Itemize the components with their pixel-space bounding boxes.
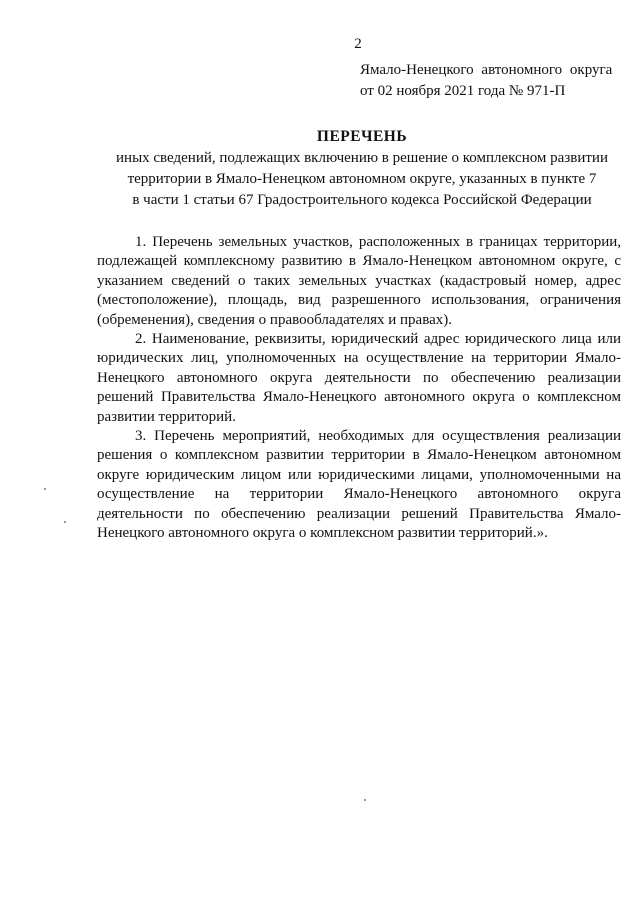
paragraph-2: 2. Наименование, реквизиты, юридический адрес юридического лица или юридических лиц, уполномоченных на осуществление на территории Ямало-Ненецкого автономного округа деятельности по обеспечению реализации решений Правительства Ямало-Ненецкого автономного округа о комплексном развитии территорий. (97, 331, 621, 425)
page-number: 2 (354, 36, 362, 52)
paragraph-3: 3. Перечень мероприятий, необходимых для осуществления реализации решения о комплексном развитии территории в Ямало-Ненецком автономном округе юридическим лицом или юридическими лицами, уполномоченными на осуществление на территории Ямало-Ненецкого автономного округа деятельности по обеспечению реализации решений Правительства Ямало-Ненецкого автономного округа о комплексном развитии территорий.». (97, 428, 621, 542)
scan-speck (64, 521, 66, 523)
scan-speck (364, 799, 366, 801)
subtitle-line-1: иных сведений, подлежащих включению в решение о комплексном развитии (116, 150, 608, 166)
subtitle-line-2: территории в Ямало-Ненецком автономном округе, указанных в пункте 7 (127, 171, 597, 187)
document-title: ПЕРЕЧЕНЬ (316, 128, 408, 145)
document-body (97, 233, 621, 544)
subtitle-line-3: в части 1 статьи 67 Градостроительного кодекса Российской Федерации (132, 192, 592, 208)
scan-speck (44, 488, 46, 490)
header-region-line: Ямало-Ненецкого автономного округа (360, 62, 613, 78)
document-header (360, 60, 612, 102)
paragraph-1: 1. Перечень земельных участков, расположенных в границах территории, подлежащей комплексному развитию в Ямало-Ненецком автономном округе, с указанием сведений о таких земельных участках (кадастровый номер, адрес (местоположение), площадь, вид разрешенного использования, ограничения (обременения), сведения о правообладателях и правах). (97, 234, 621, 328)
header-date-line: от 02 ноября 2021 года № 971-П (360, 83, 566, 99)
document-subtitle (97, 148, 627, 211)
